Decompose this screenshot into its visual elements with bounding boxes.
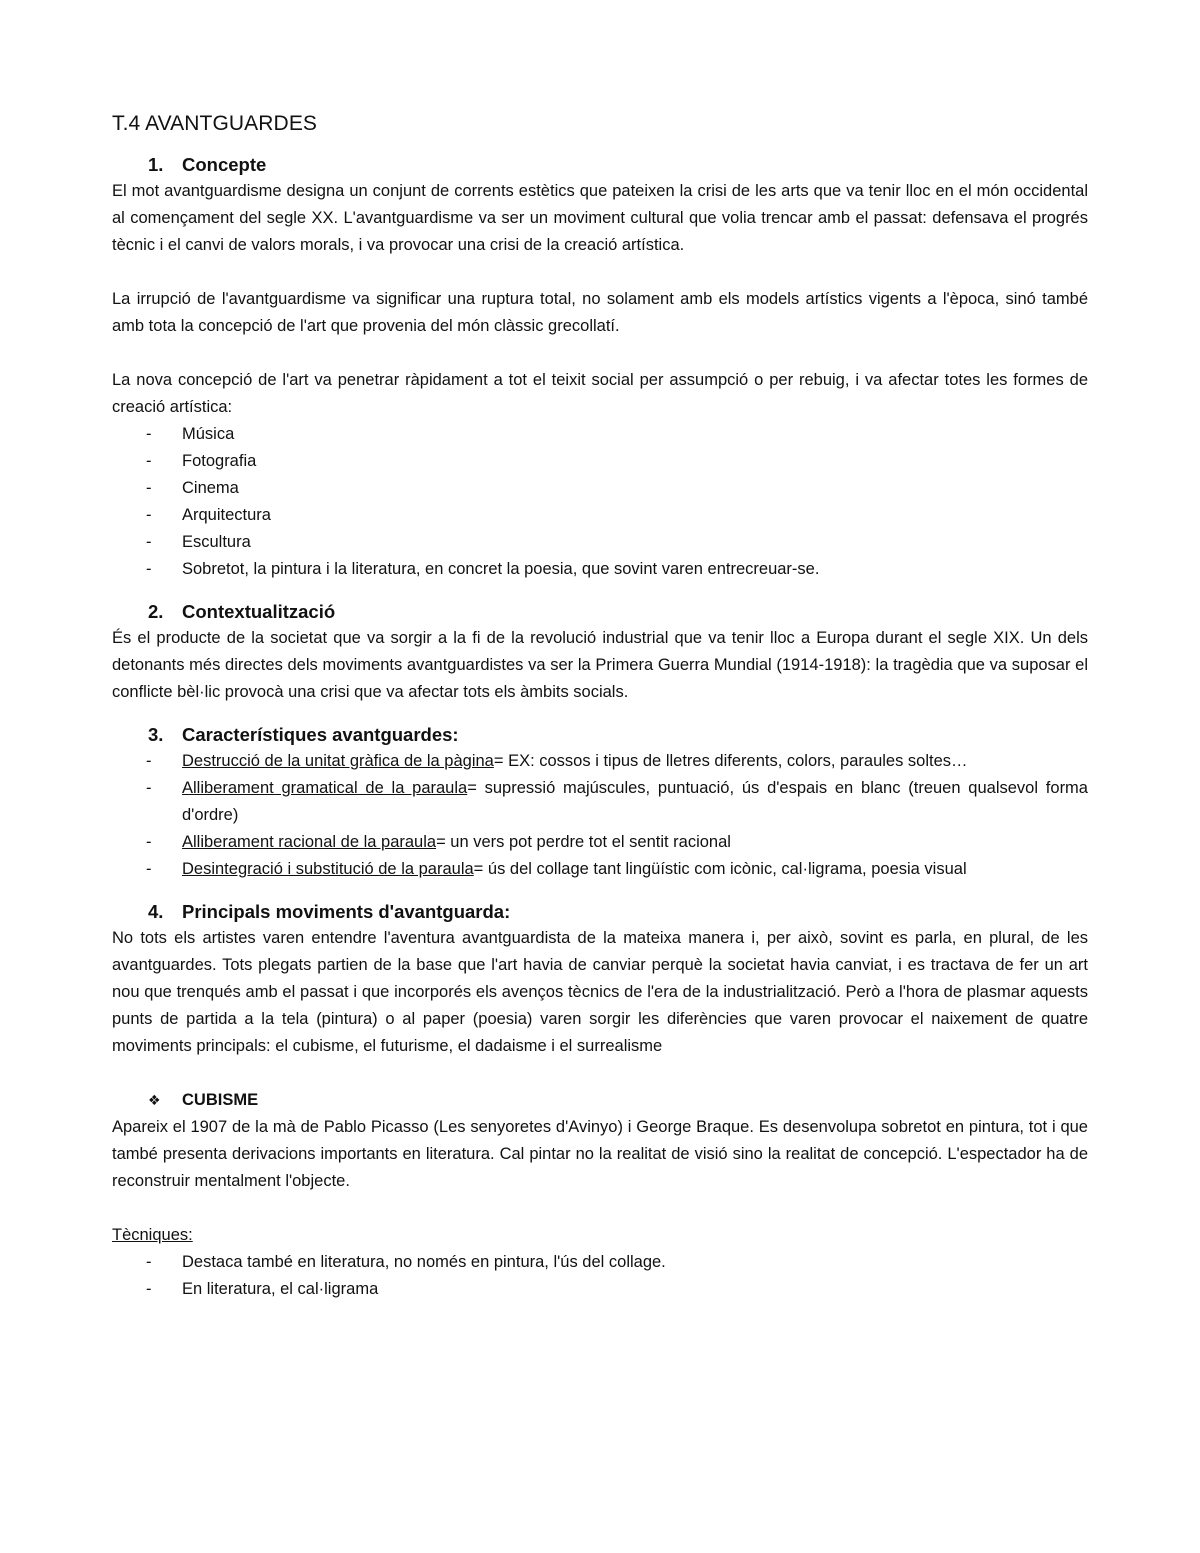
term: Alliberament racional de la paraula: [182, 833, 437, 851]
section-heading-contextualitzacio: [112, 599, 1088, 625]
list-item: [112, 775, 1088, 829]
dash-bullet: -: [146, 425, 152, 443]
definition: = un vers pot perdre tot el sentit racional: [436, 833, 731, 851]
list-item-text: Música: [182, 425, 235, 443]
art-forms-list: [112, 421, 1088, 583]
list-item-text: Cinema: [182, 479, 239, 497]
tecniques-label-line: [112, 1222, 1088, 1249]
list-item: [112, 829, 1088, 856]
movement-title: CUBISME: [182, 1091, 259, 1109]
diamond-bullet-icon: ❖: [148, 1092, 161, 1108]
dash-bullet: -: [146, 479, 152, 497]
definition: = ús del collage tant lingüístic com icònic, cal·ligrama, poesia visual: [473, 860, 967, 878]
list-item: [112, 556, 1088, 583]
section-number: 4.: [148, 901, 164, 922]
list-item-text: Destaca també en literatura, no només en pintura, l'ús del collage.: [182, 1253, 666, 1271]
list-item: [112, 421, 1088, 448]
section-heading-caracteristiques: [112, 722, 1088, 748]
definition: = EX: cossos i tipus de lletres diferents, colors, paraules soltes…: [493, 752, 968, 770]
characteristics-list: [112, 748, 1088, 883]
dash-bullet: -: [146, 506, 152, 524]
section-number: 3.: [148, 724, 164, 745]
list-item: [112, 502, 1088, 529]
section-heading-concepte: [112, 152, 1088, 178]
paragraph-cubisme: Apareix el 1907 de la mà de Pablo Picasso (Les senyoretes d'Avinyo) i George Braque. Es desenvolupa sobretot en pintura, tot i que també presenta derivacions importants en literatura. Cal pintar no la realitat de visió sino la realitat de concepció. L'espectador ha de reconstruir mentalment l'objecte.: [112, 1118, 1088, 1190]
dash-bullet: -: [146, 1280, 152, 1298]
tecniques-label: Tècniques:: [112, 1226, 193, 1244]
section-heading-moviments: [112, 899, 1088, 925]
list-item: [112, 529, 1088, 556]
section-title: Principals moviments d'avantguarda:: [182, 901, 511, 922]
dash-bullet: -: [146, 452, 152, 470]
section-number: 2.: [148, 601, 164, 622]
list-item-text: Sobretot, la pintura i la literatura, en concret la poesia, que sovint varen entrecreuar-se.: [182, 560, 820, 578]
dash-bullet: -: [146, 1253, 152, 1271]
dash-bullet: -: [146, 560, 152, 578]
section-title: Contextualització: [182, 601, 336, 622]
paragraph-contextualitzacio: És el producte de la societat que va sorgir a la fi de la revolució industrial que va tenir lloc a Europa durant el segle XIX. Un dels detonants més directes dels moviments avantguardistes va ser la Primera Guerra Mundial (1914-1918): la tragèdia que va suposar el conflicte bèl·lic provocà una crisi que va afectar tots els àmbits socials.: [112, 629, 1088, 701]
paragraph-concepte-3: La nova concepció de l'art va penetrar ràpidament a tot el teixit social per assumpció o per rebuig, i va afectar totes les formes de creació artística:: [112, 371, 1088, 416]
movement-heading-cubisme: [112, 1087, 1088, 1114]
term: Alliberament gramatical de la paraula: [182, 779, 468, 797]
section-title: Característiques avantguardes:: [182, 724, 459, 745]
paragraph-concepte-1: El mot avantguardisme designa un conjunt de corrents estètics que pateixen la crisi de les arts que va tenir lloc en el món occidental al començament del segle XX. L'avantguardisme va ser un moviment cultural que volia trencar amb el passat: defensava el progrés tècnic i el canvi de valors morals, i va provocar una crisi de la creació artística.: [112, 182, 1088, 254]
paragraph-moviments: No tots els artistes varen entendre l'aventura avantguardista de la mateixa manera i, per això, sovint es parla, en plural, de les avantguardes. Tots plegats partien de la base que l'art havia de canviar perquè la societat havia canviat, i es tractava de fer un art nou que trenqués amb el passat i que incorporés els avenços tècnics de l'era de la industrialització. Però a l'hora de plasmar aquests punts de partida a la tela (pintura) o al paper (poesia) varen sorgir les diferències que varen provocar el naixement de quatre moviments principals: el cubisme, el futurisme, el dadaisme i el surrealisme: [112, 929, 1088, 1055]
list-item: [112, 475, 1088, 502]
dash-bullet: -: [146, 752, 152, 770]
list-item: [112, 1276, 1088, 1303]
list-item: [112, 448, 1088, 475]
paragraph-concepte-2: La irrupció de l'avantguardisme va significar una ruptura total, no solament amb els models artístics vigents a l'època, sinó també amb tota la concepció de l'art que provenia del món clàssic grecollatí.: [112, 290, 1088, 335]
dash-bullet: -: [146, 833, 152, 851]
dash-bullet: -: [146, 860, 152, 878]
dash-bullet: -: [146, 779, 152, 797]
section-number: 1.: [148, 154, 164, 175]
tecniques-list: [112, 1249, 1088, 1303]
list-item-text: En literatura, el cal·ligrama: [182, 1280, 379, 1298]
list-item-text: Arquitectura: [182, 506, 271, 524]
term: Desintegració i substitució de la paraula: [182, 860, 474, 878]
list-item: [112, 748, 1088, 775]
dash-bullet: -: [146, 533, 152, 551]
term: Destrucció de la unitat gràfica de la pàgina: [182, 752, 494, 770]
definition: = supressió majúscules, puntuació, ús d'espais en blanc (treuen qualsevol forma d'ordre): [182, 779, 1088, 824]
document-title: T.4 AVANTGUARDES: [112, 112, 318, 135]
list-item-text: Escultura: [182, 533, 251, 551]
list-item: [112, 856, 1088, 883]
list-item-text: Fotografia: [182, 452, 257, 470]
list-item: [112, 1249, 1088, 1276]
section-title: Concepte: [182, 154, 267, 175]
